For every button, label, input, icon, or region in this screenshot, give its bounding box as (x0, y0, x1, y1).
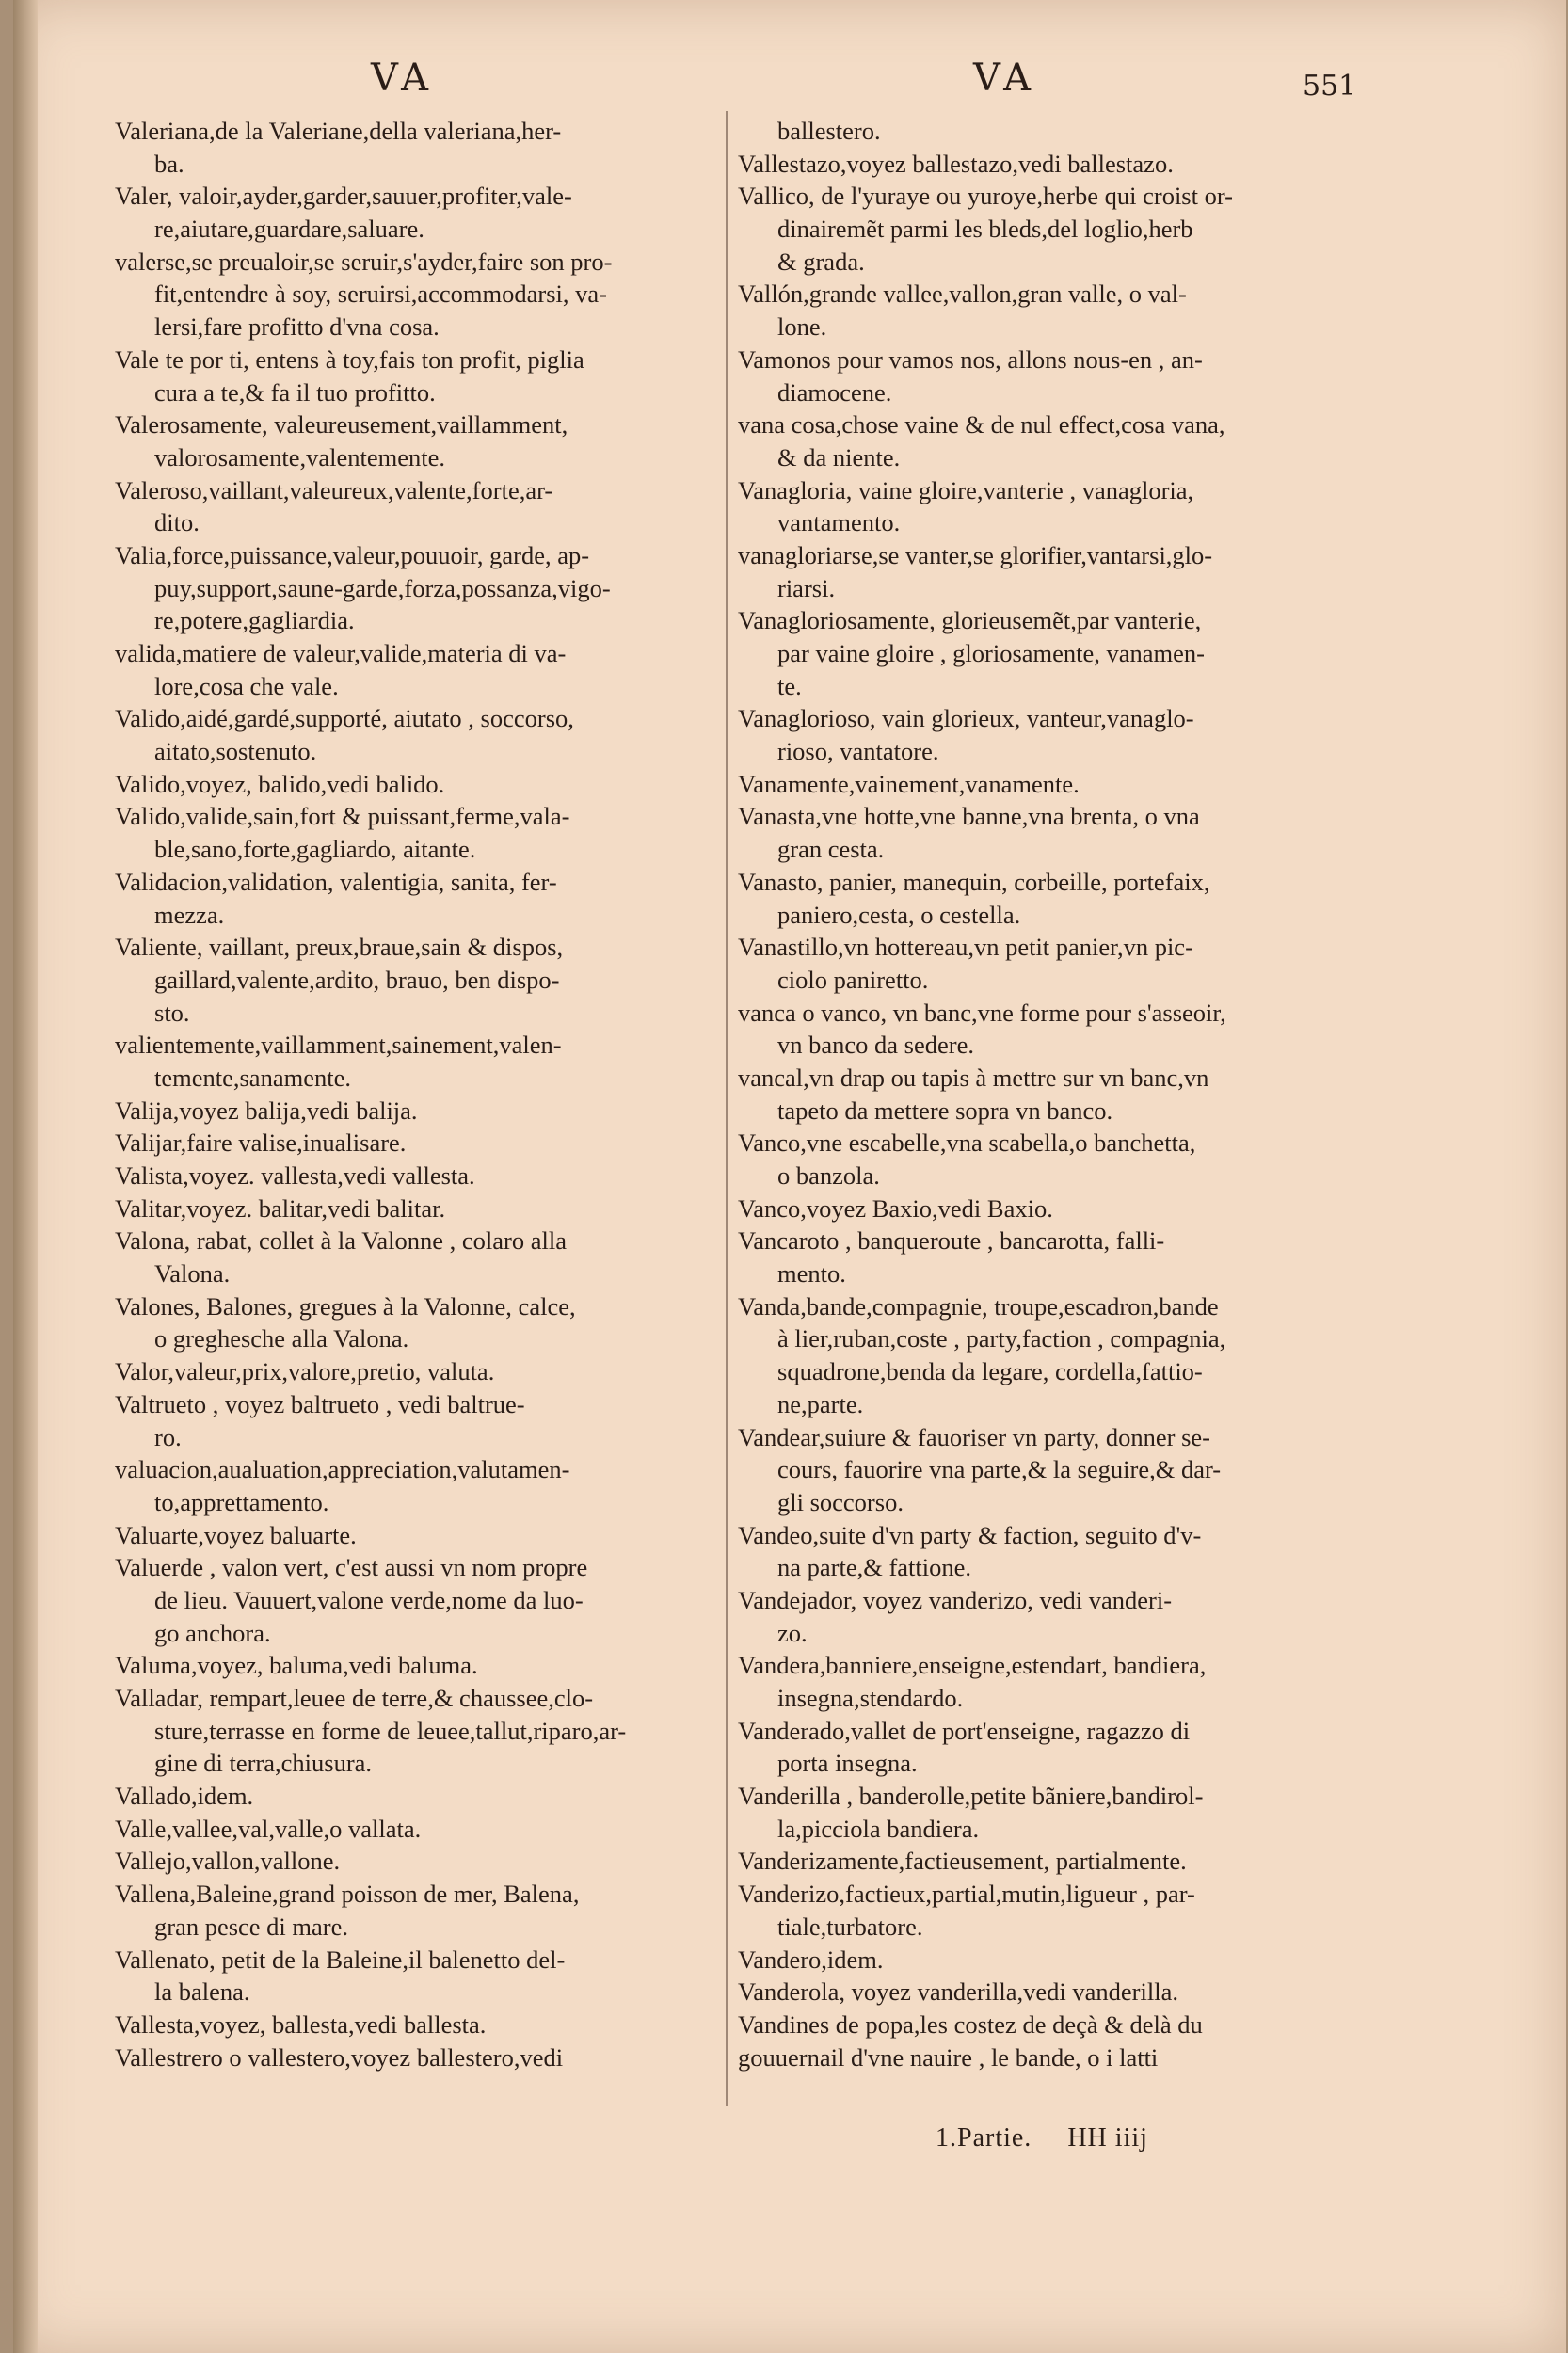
entry-line: Vanderado,vallet de port'enseigne, ragazzo di (738, 1716, 1191, 1745)
entry-line: Valido,voyez, balido,vedi balido. (115, 769, 445, 798)
entry-line: lone. (777, 312, 827, 342)
entry-line: Validacion,validation, valentigia, sanita, fer- (115, 867, 557, 896)
entry-line: Vallena,Baleine,grand poisson de mer, Balena, (115, 1880, 580, 1909)
entry-line: valuacion,aualuation,appreciation,valutamen- (115, 1455, 570, 1484)
entry-line: Valerosamente, valeureusement,vaillamment, (115, 410, 568, 440)
entry-line: Vallestazo,voyez ballestazo,vedi ballestazo. (738, 149, 1174, 178)
entry-line: Vandero,idem. (738, 1945, 884, 1974)
entry-line: go anchora. (154, 1618, 271, 1647)
entry-line: Vanderizo,factieux,partial,mutin,ligueur , par- (738, 1880, 1195, 1909)
entry-line: de lieu. Vauuert,valone verde,nome da luo- (154, 1585, 584, 1614)
entry-line: Valido,aidé,gardé,supporté, aiutato , soccorso, (115, 704, 574, 733)
entry-line: re,potere,gagliardia. (154, 606, 355, 635)
entry-line: Vanasto, panier, manequin, corbeille, portefaix, (738, 867, 1210, 896)
entry-line: valientemente,vaillamment,sainement,valen- (115, 1031, 562, 1060)
left-column (115, 115, 717, 2110)
entry-line: o banzola. (777, 1161, 880, 1190)
entry-line: aitato,sostenuto. (154, 737, 317, 766)
entry-line: zo. (777, 1618, 808, 1647)
entry-line: Vanamente,vainement,vanamente. (738, 769, 1080, 798)
entry-line: Vanagloriosamente, glorieusemẽt,par vanterie, (738, 606, 1202, 635)
entry-line: Vanda,bande,compagnie, troupe,escadron,bande (738, 1291, 1219, 1321)
entry-line: squadrone,benda da legare, cordella,fattio- (777, 1357, 1203, 1386)
entry-line: & da niente. (777, 442, 901, 472)
entry-line: rioso, vantatore. (777, 737, 939, 766)
entry-line: dinairemẽt parmi les bleds,del loglio,herb (777, 215, 1193, 244)
entry-line: lersi,fare profitto d'vna cosa. (154, 312, 440, 342)
entry-line: vantamento. (777, 508, 901, 537)
entry-line: Valeroso,vaillant,valeureux,valente,forte,ar- (115, 475, 553, 504)
entry-line: Valista,voyez. vallesta,vedi vallesta. (115, 1161, 475, 1190)
entry-line: Valor,valeur,prix,valore,pretio, valuta. (115, 1357, 495, 1386)
entry-line: Valona, rabat, collet à la Valonne , colaro alla (115, 1226, 567, 1256)
entry-line: vancal,vn drap ou tapis à mettre sur vn banc,vn (738, 1063, 1209, 1092)
entry-line: Vancaroto , banqueroute , bancarotta, falli- (738, 1226, 1165, 1256)
entry-line: Vanagloria, vaine gloire,vanterie , vanagloria, (738, 475, 1194, 504)
entry-line: valida,matiere de valeur,valide,materia di va- (115, 639, 567, 667)
entry-line: Vanastillo,vn hottereau,vn petit panier,vn pic- (738, 933, 1193, 962)
entry-line: Vanco,vne escabelle,vna scabella,o banchetta, (738, 1128, 1196, 1158)
entry-line: paniero,cesta, o cestella. (777, 900, 1021, 929)
entry-line: puy,support,saune-garde,forza,possanza,vigo- (154, 573, 611, 602)
entry-line: Vanasta,vne hotte,vne banne,vna brenta, o vna (738, 802, 1200, 831)
entry-line: ne,parte. (777, 1389, 864, 1418)
entry-line: vana cosa,chose vaine & de nul effect,cosa vana, (738, 410, 1225, 440)
entry-line: Vandines de popa,les costez de deçà & delà du (738, 2009, 1203, 2039)
entry-line: ba. (154, 149, 184, 178)
entry-line: Valtrueto , voyez baltrueto , vedi baltrue- (115, 1389, 525, 1418)
entry-line: Valitar,voyez. balitar,vedi balitar. (115, 1193, 446, 1223)
entry-line: gaillard,valente,ardito, brauo, ben dispo- (154, 965, 560, 994)
entry-line: porta insegna. (777, 1749, 918, 1778)
entry-line: Vallón,grande vallee,vallon,gran valle, o val- (738, 280, 1187, 309)
entry-line: re,aiutare,guardare,saluare. (154, 215, 424, 244)
entry-line: Vallesta,voyez, ballesta,vedi ballesta. (115, 2009, 487, 2039)
entry-line: vanagloriarse,se vanter,se glorifier,vantarsi,glo- (738, 540, 1213, 569)
entry-line: Valiente, vaillant, preux,braue,sain & dispos, (115, 933, 564, 962)
entry-line: gine di terra,chiusura. (154, 1749, 373, 1778)
entry-line: fit,entendre à soy, seruirsi,accommodarsi, va- (154, 280, 607, 309)
signature-mark: 1.Partie. (936, 2123, 1032, 2153)
entry-line: Vallestrero o vallestero,voyez ballestero,vedi (115, 2042, 564, 2072)
entry-line: cours, fauorire vna parte,& la seguire,& dar- (777, 1455, 1222, 1484)
entry-line: tapeto da mettere sopra vn banco. (777, 1096, 1113, 1125)
entry-line: Valer, valoir,ayder,garder,sauuer,profiter,vale- (115, 182, 572, 211)
entry-line: à lier,ruban,coste , party,faction , compagnia, (777, 1324, 1226, 1353)
entry-line: riarsi. (777, 573, 836, 602)
entry-line: par vaine gloire , gloriosamente, vanamen- (777, 639, 1206, 667)
entry-line: to,apprettamento. (154, 1487, 329, 1516)
entry-line: Valeriana,de la Valeriane,della valeriana,her- (115, 117, 562, 145)
entry-line: Valladar, rempart,leuee de terre,& chaussee,clo- (115, 1684, 594, 1712)
entry-line: gli soccorso. (777, 1487, 904, 1516)
entry-line: Valijar,faire valise,inualisare. (115, 1128, 407, 1158)
entry-line: ballestero. (777, 117, 881, 145)
entry-line: Vanaglorioso, vain glorieux, vanteur,vanaglo- (738, 704, 1194, 733)
entry-line: ciolo paniretto. (777, 965, 929, 994)
entry-line: Vanderilla , banderolle,petite bãniere,bandirol- (738, 1782, 1204, 1811)
entry-line: ro. (154, 1422, 182, 1451)
entry-line: Vanderola, voyez vanderilla,vedi vanderilla. (738, 1977, 1178, 2007)
entry-line: Valones, Balones, gregues à la Valonne, calce, (115, 1291, 576, 1321)
running-head-left: VA (371, 56, 435, 100)
entry-line: la balena. (154, 1977, 250, 2007)
entry-line: vanca o vanco, vn banc,vne forme pour s'asseoir, (738, 998, 1226, 1027)
entry-line: Valuerde , valon vert, c'est aussi vn nom propre (115, 1553, 588, 1582)
entry-line: valerse,se preualoir,se seruir,s'ayder,faire son pro- (115, 247, 613, 276)
entry-line: Vamonos pour vamos nos, allons nous-en , an- (738, 344, 1203, 374)
entry-line: & grada. (777, 247, 865, 276)
entry-line: gran pesce di mare. (154, 1912, 349, 1941)
entry-line: Vale te por ti, entens à toy,fais ton profit, piglia (115, 344, 584, 374)
entry-line: Valido,valide,sain,fort & puissant,ferme,vala- (115, 802, 570, 831)
page-footer (936, 2123, 1176, 2153)
entry-line: Valuarte,voyez baluarte. (115, 1520, 357, 1549)
entry-line: Vallejo,vallon,vallone. (115, 1847, 341, 1876)
entry-line: Vandear,suiure & fauoriser vn party, donner se- (738, 1422, 1211, 1451)
entry-line: dito. (154, 508, 200, 537)
entry-line: valorosamente,valentemente. (154, 442, 446, 472)
entry-line: Valia,force,puissance,valeur,pouuoir, garde, ap- (115, 540, 590, 569)
entry-line: Vallico, de l'yuraye ou yuroye,herbe qui croist or- (738, 182, 1233, 211)
entry-line: tiale,turbatore. (777, 1912, 923, 1941)
entry-line: mezza. (154, 900, 225, 929)
entry-line: Vandera,banniere,enseigne,estendart, bandiera, (738, 1651, 1207, 1680)
entry-line: sture,terrasse en forme de leuee,tallut,riparo,ar- (154, 1716, 627, 1745)
entry-line: sto. (154, 998, 190, 1027)
entry-line: Vanco,voyez Baxio,vedi Baxio. (738, 1193, 1053, 1223)
entry-line: vn banco da sedere. (777, 1031, 974, 1060)
entry-line: mento. (777, 1259, 846, 1289)
entry-line: te. (777, 671, 802, 700)
entry-line: lore,cosa che vale. (154, 671, 339, 700)
entry-line: cura a te,& fa il tuo profitto. (154, 377, 436, 407)
entry-line: Vallado,idem. (115, 1782, 254, 1811)
right-column (738, 115, 1359, 2110)
entry-line: la,picciola bandiera. (777, 1814, 980, 1843)
entry-line: temente,sanamente. (154, 1063, 351, 1092)
entry-line: Valona. (154, 1259, 231, 1289)
entry-line: Vallenato, petit de la Baleine,il balenetto del- (115, 1945, 566, 1974)
entry-line: Vanderizamente,factieusement, partialmente. (738, 1847, 1187, 1876)
entry-line: Valija,voyez balija,vedi balija. (115, 1096, 418, 1125)
page-number: 551 (1303, 70, 1357, 103)
quire-mark: HH iiij (1067, 2123, 1148, 2153)
entry-line: gouuernail d'vne nauire , le bande, o i latti (738, 2042, 1159, 2072)
entry-line: insegna,stendardo. (777, 1684, 964, 1712)
entry-line: o greghesche alla Valona. (154, 1324, 409, 1353)
entry-line: Valuma,voyez, baluma,vedi baluma. (115, 1651, 478, 1680)
entry-line: Vandejador, voyez vanderizo, vedi vanderi- (738, 1585, 1173, 1614)
entry-line: Valle,vallee,val,valle,o vallata. (115, 1814, 422, 1843)
entry-line: diamocene. (777, 377, 892, 407)
book-page (13, 0, 1566, 2353)
entry-line: gran cesta. (777, 835, 885, 864)
running-head-right: VA (973, 56, 1037, 100)
entry-line: na parte,& fattione. (777, 1553, 972, 1582)
column-divider (726, 111, 728, 2106)
entry-line: Vandeo,suite d'vn party & faction, seguito d'v- (738, 1520, 1202, 1549)
entry-line: ble,sano,forte,gagliardo, aitante. (154, 835, 476, 864)
page-gutter (13, 0, 38, 2353)
